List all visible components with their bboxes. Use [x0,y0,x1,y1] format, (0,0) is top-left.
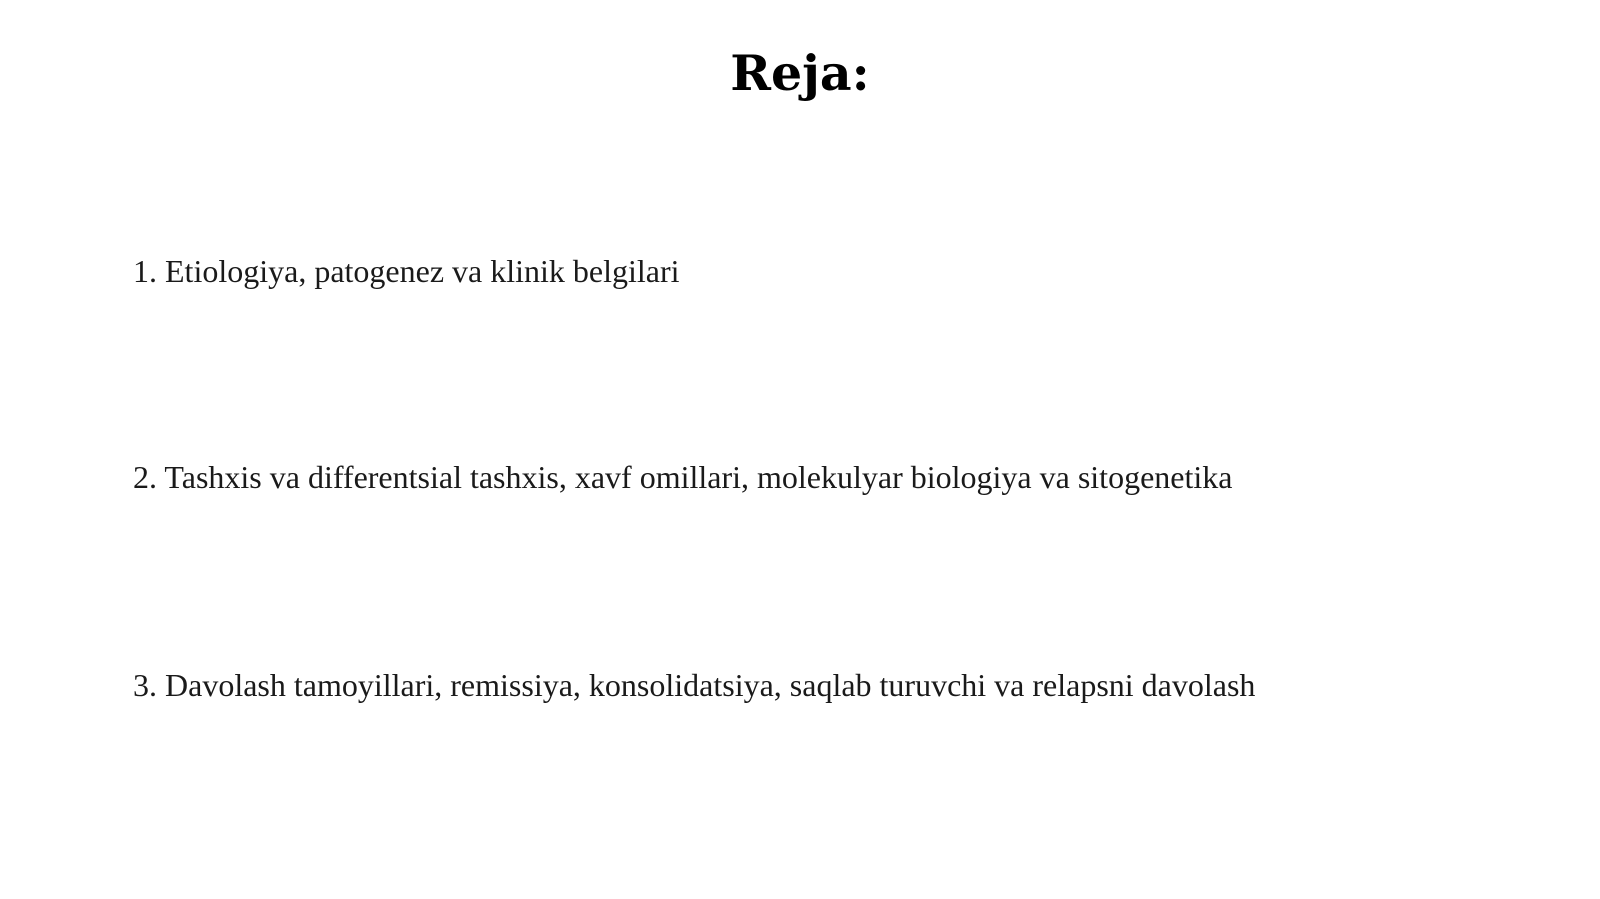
slide-title: Reja: [730,44,870,102]
plan-item-1: 1. Etiologiya, patogenez va klinik belgilari [133,253,680,289]
plan-item-3: 3. Davolash tamoyillari, remissiya, konsolidatsiya, saqlab turuvchi va relapsni davolash [133,667,1256,703]
plan-item-2: 2. Tashxis va differentsial tashxis, xavf omillari, molekulyar biologiya va sitogenetika [133,459,1233,495]
